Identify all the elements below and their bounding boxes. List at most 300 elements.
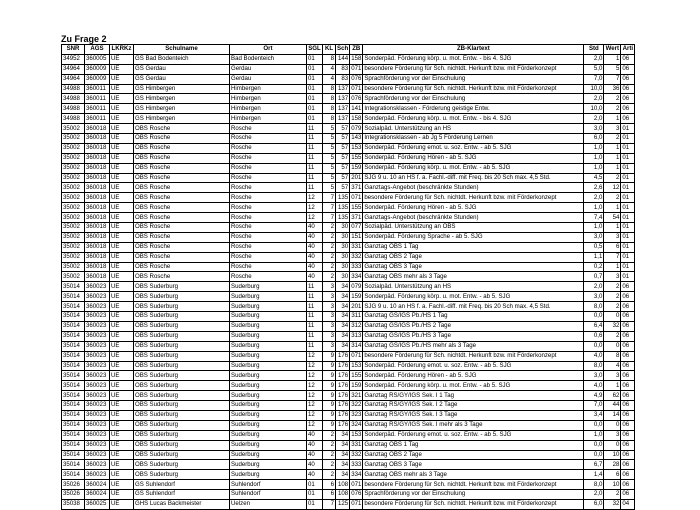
cell-std: 4,0 bbox=[584, 351, 604, 361]
column-header-ags: AGS bbox=[85, 45, 110, 55]
cell-sch: 34 bbox=[336, 282, 350, 292]
cell-std: 0,0 bbox=[584, 440, 604, 450]
cell-wert: 1 bbox=[604, 143, 621, 153]
cell-zb: 158 bbox=[351, 114, 362, 122]
cell-zb: 312 bbox=[351, 322, 362, 330]
cell-ort: Rosche bbox=[230, 163, 307, 173]
cell-zb: 323 bbox=[351, 411, 362, 419]
table-row bbox=[62, 480, 635, 490]
table-row bbox=[62, 54, 635, 64]
table-row bbox=[62, 173, 635, 183]
cell-wert: 2 bbox=[604, 134, 621, 144]
cell-wert: 10 bbox=[604, 480, 621, 490]
cell-lkrkz: UE bbox=[110, 124, 134, 134]
cell-zb: 332 bbox=[351, 253, 362, 261]
cell-sch: 135 bbox=[336, 193, 350, 203]
cell-ort: Suderburg bbox=[230, 460, 307, 470]
cell-zb: 314 bbox=[351, 342, 362, 350]
cell-sgl: 11 bbox=[307, 302, 323, 312]
cell-kl: 2 bbox=[323, 440, 336, 450]
cell-schulname: OBS Suderburg bbox=[134, 440, 230, 450]
cell-ort: Suderburg bbox=[230, 282, 307, 292]
cell-schulname: GS Himbergen bbox=[134, 84, 230, 94]
cell-sgl: 11 bbox=[307, 312, 323, 322]
cell-ort: Rosche bbox=[230, 173, 307, 183]
cell-sch: 30 bbox=[336, 223, 350, 233]
cell-schulname: OBS Rosche bbox=[134, 124, 230, 134]
cell-ort: Suderburg bbox=[230, 312, 307, 322]
cell-kl: 5 bbox=[323, 134, 336, 144]
cell-lkrkz: UE bbox=[110, 351, 134, 361]
cell-arti: 06 bbox=[621, 361, 635, 371]
cell-sgl: 40 bbox=[307, 272, 323, 282]
cell-ags: 360023 bbox=[85, 381, 110, 391]
table-row bbox=[62, 460, 635, 470]
cell-zb: 141 bbox=[351, 104, 362, 112]
cell-snr: 35014 bbox=[62, 391, 85, 401]
cell-ags: 360011 bbox=[85, 94, 110, 104]
cell-std: 4,0 bbox=[584, 381, 604, 391]
cell-wert: 3 bbox=[604, 124, 621, 134]
cell-snr: 35038 bbox=[62, 499, 85, 509]
cell-kl: 6 bbox=[323, 490, 336, 500]
cell-snr: 34964 bbox=[62, 74, 85, 84]
cell-wert: 54 bbox=[604, 213, 621, 223]
cell-snr: 35002 bbox=[62, 134, 85, 144]
cell-ort: Suderburg bbox=[230, 302, 307, 312]
cell-sgl: 11 bbox=[307, 321, 323, 331]
cell-zb-klartext: Ganztag RS/GY/IGS Sek. I 3 Tage bbox=[363, 410, 584, 420]
cell-std: 6,7 bbox=[584, 460, 604, 470]
cell-sch: 57 bbox=[336, 124, 350, 134]
column-header-kl: KL bbox=[323, 45, 336, 55]
table-row bbox=[62, 391, 635, 401]
cell-zb: 371 bbox=[351, 213, 362, 221]
cell-kl: 8 bbox=[323, 84, 336, 94]
table-row bbox=[62, 163, 635, 173]
cell-arti: 06 bbox=[621, 321, 635, 331]
cell-lkrkz: UE bbox=[110, 361, 134, 371]
cell-wert: 2 bbox=[604, 490, 621, 500]
cell-zb: 311 bbox=[351, 312, 362, 320]
cell-schulname: OBS Rosche bbox=[134, 143, 230, 153]
cell-snr: 35014 bbox=[62, 410, 85, 420]
cell-lkrkz: UE bbox=[110, 262, 134, 272]
cell-lkrkz: UE bbox=[110, 292, 134, 302]
cell-zb-klartext: Ganztag OBS 1 Tag bbox=[363, 242, 584, 252]
cell-ort: Suderburg bbox=[230, 440, 307, 450]
cell-schulname: GS Himbergen bbox=[134, 94, 230, 104]
cell-sgl: 12 bbox=[307, 420, 323, 430]
cell-zb: 071 bbox=[351, 193, 362, 201]
cell-ort: Rosche bbox=[230, 272, 307, 282]
cell-kl: 6 bbox=[323, 480, 336, 490]
cell-std: 2,0 bbox=[584, 94, 604, 104]
cell-sgl: 40 bbox=[307, 242, 323, 252]
cell-kl: 2 bbox=[323, 232, 336, 242]
cell-ags: 360009 bbox=[85, 74, 110, 84]
cell-arti: 06 bbox=[621, 351, 635, 361]
cell-schulname: OBS Suderburg bbox=[134, 361, 230, 371]
cell-lkrkz: UE bbox=[110, 321, 134, 331]
cell-sgl: 11 bbox=[307, 163, 323, 173]
table-row bbox=[62, 193, 635, 203]
table-row bbox=[62, 262, 635, 272]
cell-std: 1,0 bbox=[584, 223, 604, 233]
cell-zb-klartext: Sprachförderung vor der Einschulung bbox=[363, 74, 584, 84]
cell-lkrkz: UE bbox=[110, 331, 134, 341]
cell-zb-klartext: Ganztag OBS 3 Tage bbox=[363, 262, 584, 272]
cell-kl: 7 bbox=[323, 193, 336, 203]
cell-schulname: OBS Rosche bbox=[134, 183, 230, 193]
cell-ort: Suderburg bbox=[230, 430, 307, 440]
cell-sgl: 01 bbox=[307, 114, 323, 124]
cell-zb-klartext: Ganztag RS/GY/IGS Sek. I mehr als 3 Tage bbox=[363, 420, 584, 430]
cell-zb-klartext: Sprachförderung vor der Einschulung bbox=[363, 94, 584, 104]
cell-sch: 125 bbox=[336, 499, 350, 509]
cell-arti: 06 bbox=[621, 94, 635, 104]
cell-sgl: 40 bbox=[307, 430, 323, 440]
cell-arti: 06 bbox=[621, 64, 635, 74]
table-row bbox=[62, 351, 635, 361]
cell-zb: 333 bbox=[351, 262, 362, 270]
cell-sch: 137 bbox=[336, 104, 350, 114]
cell-std: 7,0 bbox=[584, 401, 604, 411]
cell-ags: 360023 bbox=[85, 292, 110, 302]
table-row bbox=[62, 153, 635, 163]
cell-wert: 3 bbox=[604, 430, 621, 440]
cell-sgl: 11 bbox=[307, 331, 323, 341]
cell-ags: 360018 bbox=[85, 153, 110, 163]
cell-ort: Suderburg bbox=[230, 351, 307, 361]
cell-ort: Rosche bbox=[230, 232, 307, 242]
cell-snr: 35002 bbox=[62, 173, 85, 183]
cell-zb-klartext: Ganztag OBS 2 Tage bbox=[363, 252, 584, 262]
cell-sch: 176 bbox=[336, 410, 350, 420]
table-row bbox=[62, 74, 635, 84]
cell-lkrkz: UE bbox=[110, 410, 134, 420]
cell-zb: 151 bbox=[351, 233, 362, 241]
cell-schulname: GS Gerdau bbox=[134, 74, 230, 84]
cell-arti: 06 bbox=[621, 430, 635, 440]
cell-std: 3,0 bbox=[584, 232, 604, 242]
cell-snr: 35002 bbox=[62, 232, 85, 242]
cell-std: 3,0 bbox=[584, 124, 604, 134]
cell-sch: 30 bbox=[336, 272, 350, 282]
cell-sch: 34 bbox=[336, 450, 350, 460]
cell-sch: 34 bbox=[336, 302, 350, 312]
cell-wert: 1 bbox=[604, 114, 621, 124]
cell-snr: 35002 bbox=[62, 252, 85, 262]
cell-arti: 01 bbox=[621, 242, 635, 252]
cell-zb: 201 bbox=[351, 173, 362, 181]
cell-sgl: 01 bbox=[307, 490, 323, 500]
cell-ags: 360018 bbox=[85, 272, 110, 282]
cell-lkrkz: UE bbox=[110, 94, 134, 104]
table-row bbox=[62, 401, 635, 411]
cell-zb-klartext: Integrationsklassen - ab Jg 5 Förderung Lernen bbox=[363, 134, 584, 144]
cell-lkrkz: UE bbox=[110, 104, 134, 114]
cell-arti: 06 bbox=[621, 440, 635, 450]
cell-schulname: OBS Rosche bbox=[134, 242, 230, 252]
table-row bbox=[62, 381, 635, 391]
cell-zb-klartext: Ganztag OBS mehr als 3 Tage bbox=[363, 470, 584, 480]
cell-zb: 159 bbox=[351, 164, 362, 172]
cell-sch: 57 bbox=[336, 163, 350, 173]
cell-wert: 10 bbox=[604, 450, 621, 460]
cell-sgl: 40 bbox=[307, 450, 323, 460]
table-row bbox=[62, 321, 635, 331]
column-header-sgl: SGL bbox=[308, 45, 321, 53]
table-row bbox=[62, 134, 635, 144]
cell-std: 4,9 bbox=[584, 391, 604, 401]
cell-std: 4,5 bbox=[584, 173, 604, 183]
cell-ags: 360018 bbox=[85, 124, 110, 134]
cell-sch: 34 bbox=[336, 440, 350, 450]
cell-kl: 7 bbox=[323, 213, 336, 223]
cell-arti: 06 bbox=[621, 420, 635, 430]
table-row bbox=[62, 302, 635, 312]
cell-lkrkz: UE bbox=[110, 242, 134, 252]
cell-kl: 3 bbox=[323, 321, 336, 331]
cell-zb-klartext: Ganztag RS/GY/IGS Sek. I 1 Tag bbox=[363, 391, 584, 401]
cell-ags: 360023 bbox=[85, 302, 110, 312]
cell-zb: 155 bbox=[351, 203, 362, 211]
table-row bbox=[62, 242, 635, 252]
cell-std: 7,0 bbox=[584, 74, 604, 84]
cell-arti: 06 bbox=[621, 470, 635, 480]
cell-sgl: 11 bbox=[307, 292, 323, 302]
cell-kl: 9 bbox=[323, 381, 336, 391]
cell-wert: 6 bbox=[604, 242, 621, 252]
cell-wert: 5 bbox=[604, 64, 621, 74]
data-table bbox=[61, 44, 635, 510]
cell-lkrkz: UE bbox=[110, 54, 134, 64]
cell-zb: 071 bbox=[351, 500, 362, 508]
cell-ort: Himbergen bbox=[230, 94, 307, 104]
cell-kl: 5 bbox=[323, 163, 336, 173]
cell-schulname: OBS Suderburg bbox=[134, 331, 230, 341]
cell-ort: Suderburg bbox=[230, 391, 307, 401]
cell-kl: 8 bbox=[323, 54, 336, 64]
cell-sch: 34 bbox=[336, 341, 350, 351]
cell-ags: 360011 bbox=[85, 104, 110, 114]
cell-sch: 57 bbox=[336, 134, 350, 144]
cell-zb-klartext: besondere Förderung für Sch. nichtdt. Herkunft bzw. mit Förderkonzept bbox=[363, 64, 584, 74]
cell-wert: 3 bbox=[604, 232, 621, 242]
table-row bbox=[62, 312, 635, 322]
cell-sch: 176 bbox=[336, 401, 350, 411]
cell-lkrkz: UE bbox=[110, 143, 134, 153]
cell-schulname: GS Suhlendorf bbox=[134, 490, 230, 500]
cell-sch: 30 bbox=[336, 262, 350, 272]
cell-std: 6,0 bbox=[584, 134, 604, 144]
cell-std: 2,0 bbox=[584, 114, 604, 124]
cell-lkrkz: UE bbox=[110, 163, 134, 173]
cell-schulname: OBS Suderburg bbox=[134, 371, 230, 381]
cell-wert: 14 bbox=[604, 410, 621, 420]
cell-arti: 01 bbox=[621, 213, 635, 223]
cell-snr: 35014 bbox=[62, 371, 85, 381]
cell-snr: 35014 bbox=[62, 450, 85, 460]
cell-ags: 360025 bbox=[85, 499, 110, 509]
cell-arti: 06 bbox=[621, 410, 635, 420]
cell-zb: 153 bbox=[351, 361, 362, 369]
cell-std: 2,0 bbox=[584, 490, 604, 500]
cell-ags: 360009 bbox=[85, 64, 110, 74]
cell-lkrkz: UE bbox=[110, 490, 134, 500]
cell-lkrkz: UE bbox=[110, 460, 134, 470]
cell-sch: 108 bbox=[336, 480, 350, 490]
cell-snr: 34988 bbox=[62, 94, 85, 104]
column-header-wert: Wert bbox=[605, 45, 620, 53]
cell-sch: 57 bbox=[336, 173, 350, 183]
cell-ags: 360018 bbox=[85, 213, 110, 223]
cell-arti: 01 bbox=[621, 163, 635, 173]
cell-ort: Suderburg bbox=[230, 361, 307, 371]
cell-std: 6,4 bbox=[584, 321, 604, 331]
cell-zb-klartext: Sprachförderung vor der Einschulung bbox=[363, 490, 584, 500]
cell-sch: 30 bbox=[336, 232, 350, 242]
cell-schulname: OBS Suderburg bbox=[134, 401, 230, 411]
cell-ags: 360023 bbox=[85, 331, 110, 341]
cell-sgl: 01 bbox=[307, 480, 323, 490]
cell-arti: 06 bbox=[621, 460, 635, 470]
cell-kl: 2 bbox=[323, 470, 336, 480]
cell-wert: 8 bbox=[604, 351, 621, 361]
cell-lkrkz: UE bbox=[110, 302, 134, 312]
cell-lkrkz: UE bbox=[110, 440, 134, 450]
cell-schulname: OBS Suderburg bbox=[134, 460, 230, 470]
table-row bbox=[62, 84, 635, 94]
cell-schulname: OBS Suderburg bbox=[134, 381, 230, 391]
cell-wert: 2 bbox=[604, 331, 621, 341]
cell-snr: 35002 bbox=[62, 262, 85, 272]
cell-sgl: 11 bbox=[307, 124, 323, 134]
cell-arti: 01 bbox=[621, 134, 635, 144]
cell-schulname: OBS Suderburg bbox=[134, 391, 230, 401]
column-header-arti: Arti bbox=[622, 45, 634, 53]
cell-ags: 360018 bbox=[85, 223, 110, 233]
cell-zb-klartext: Sozialpäd. Unterstützung an HS bbox=[363, 124, 584, 134]
cell-ort: Suderburg bbox=[230, 371, 307, 381]
cell-arti: 01 bbox=[621, 183, 635, 193]
cell-snr: 34988 bbox=[62, 104, 85, 114]
cell-std: 1,4 bbox=[584, 470, 604, 480]
cell-sch: 137 bbox=[336, 114, 350, 124]
cell-zb: 322 bbox=[351, 401, 362, 409]
cell-snr: 35014 bbox=[62, 302, 85, 312]
cell-ags: 360023 bbox=[85, 460, 110, 470]
cell-zb-klartext: Ganztag RS/GY/IGS Sek. I 2 Tage bbox=[363, 401, 584, 411]
cell-lkrkz: UE bbox=[110, 420, 134, 430]
cell-sch: 176 bbox=[336, 351, 350, 361]
table-row bbox=[62, 232, 635, 242]
cell-ags: 360018 bbox=[85, 262, 110, 272]
cell-kl: 2 bbox=[323, 242, 336, 252]
cell-std: 1,0 bbox=[584, 153, 604, 163]
cell-wert: 1 bbox=[604, 381, 621, 391]
table-row bbox=[62, 420, 635, 430]
cell-schulname: OBS Rosche bbox=[134, 262, 230, 272]
cell-ags: 360023 bbox=[85, 440, 110, 450]
cell-schulname: GS Himbergen bbox=[134, 104, 230, 114]
cell-std: 6,0 bbox=[584, 499, 604, 509]
cell-snr: 35002 bbox=[62, 163, 85, 173]
cell-ags: 360018 bbox=[85, 173, 110, 183]
cell-zb-klartext: besondere Förderung für Sch. nichtdt. Herkunft bzw. mit Förderkonzept bbox=[363, 480, 584, 490]
cell-snr: 35002 bbox=[62, 203, 85, 213]
cell-std: 1,0 bbox=[584, 203, 604, 213]
cell-snr: 35002 bbox=[62, 124, 85, 134]
cell-snr: 35014 bbox=[62, 420, 85, 430]
cell-wert: 2 bbox=[604, 302, 621, 312]
cell-lkrkz: UE bbox=[110, 84, 134, 94]
cell-ort: Rosche bbox=[230, 252, 307, 262]
cell-snr: 35014 bbox=[62, 381, 85, 391]
cell-std: 0,0 bbox=[584, 450, 604, 460]
cell-std: 10,0 bbox=[584, 104, 604, 114]
cell-arti: 06 bbox=[621, 302, 635, 312]
cell-ags: 360023 bbox=[85, 351, 110, 361]
cell-kl: 3 bbox=[323, 341, 336, 351]
table-row bbox=[62, 450, 635, 460]
cell-snr: 35002 bbox=[62, 143, 85, 153]
cell-schulname: GS Himbergen bbox=[134, 114, 230, 124]
cell-zb-klartext: Sozialpäd. Unterstützung an HS bbox=[363, 282, 584, 292]
cell-zb-klartext: Sonderpäd. Förderung körp. u. mot. Entw. - ab 5. SJG bbox=[363, 292, 584, 302]
cell-ags: 360018 bbox=[85, 183, 110, 193]
cell-std: 1,0 bbox=[584, 430, 604, 440]
cell-ags: 360023 bbox=[85, 371, 110, 381]
cell-ort: Himbergen bbox=[230, 114, 307, 124]
cell-sch: 176 bbox=[336, 420, 350, 430]
cell-zb-klartext: Ganztag GS/IGS Pb./HS 1 Tag bbox=[363, 312, 584, 322]
cell-ort: Rosche bbox=[230, 203, 307, 213]
cell-std: 1,0 bbox=[584, 143, 604, 153]
cell-kl: 5 bbox=[323, 143, 336, 153]
cell-zb-klartext: Sonderpäd. Förderung emot. u. soz. Entw. - ab 5. SJG bbox=[363, 143, 584, 153]
cell-arti: 06 bbox=[621, 292, 635, 302]
cell-ort: Bad Bodenteich bbox=[230, 54, 307, 64]
cell-lkrkz: UE bbox=[110, 401, 134, 411]
cell-zb: 324 bbox=[351, 421, 362, 429]
cell-schulname: OBS Rosche bbox=[134, 232, 230, 242]
cell-kl: 8 bbox=[323, 104, 336, 114]
cell-sch: 57 bbox=[336, 153, 350, 163]
column-header-zb: ZB bbox=[350, 45, 363, 55]
cell-ort: Suhlendorf bbox=[230, 490, 307, 500]
cell-schulname: OBS Suderburg bbox=[134, 410, 230, 420]
cell-schulname: OBS Suderburg bbox=[134, 450, 230, 460]
cell-arti: 01 bbox=[621, 232, 635, 242]
cell-ort: Rosche bbox=[230, 143, 307, 153]
cell-arti: 01 bbox=[621, 223, 635, 233]
cell-zb: 159 bbox=[351, 381, 362, 389]
cell-lkrkz: UE bbox=[110, 371, 134, 381]
cell-zb-klartext: Sonderpäd. Förderung körp. u. mot. Entw. - bis 4. SJG bbox=[363, 54, 584, 64]
cell-schulname: OBS Suderburg bbox=[134, 312, 230, 322]
cell-arti: 01 bbox=[621, 173, 635, 183]
cell-sch: 137 bbox=[336, 94, 350, 104]
cell-std: 5,0 bbox=[584, 64, 604, 74]
cell-ort: Rosche bbox=[230, 183, 307, 193]
cell-std: 3,0 bbox=[584, 292, 604, 302]
cell-kl: 2 bbox=[323, 223, 336, 233]
cell-lkrkz: UE bbox=[110, 470, 134, 480]
cell-ort: Gerdau bbox=[230, 64, 307, 74]
cell-kl: 9 bbox=[323, 391, 336, 401]
